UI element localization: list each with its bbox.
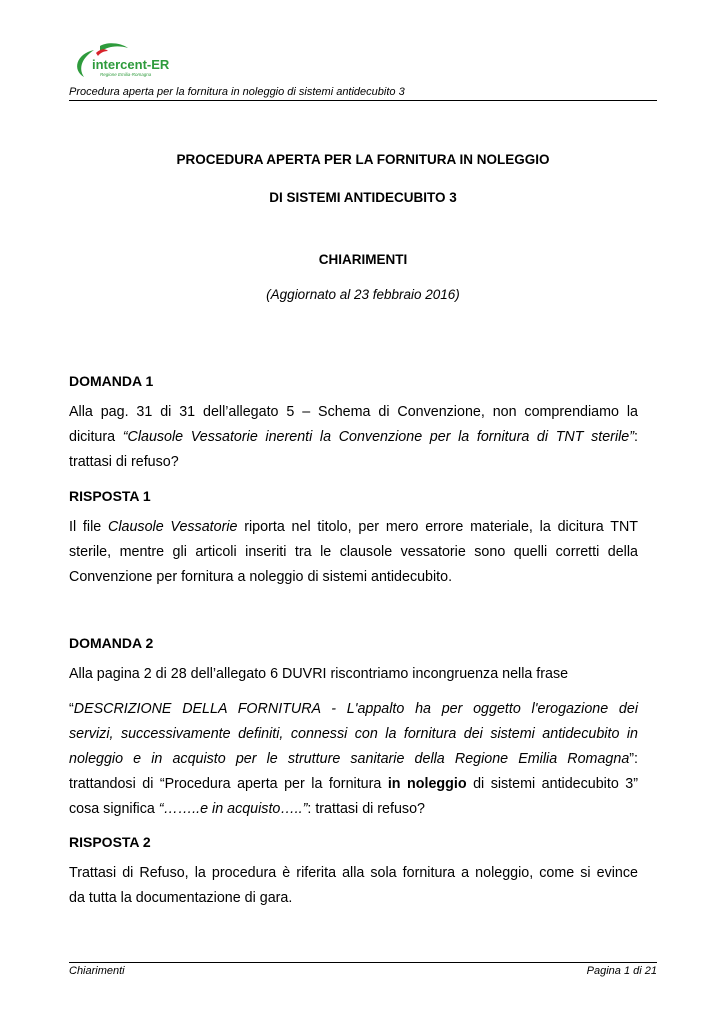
footer-rule: [69, 962, 657, 963]
a1-l1-italic: Clausole Vessatorie: [108, 519, 238, 535]
q2-l6-pre: cosa significa: [69, 801, 159, 817]
q2-l6-italic: “……..e in acquisto…..”: [158, 801, 308, 817]
a1-l1-pre: Il file: [69, 519, 109, 535]
footer-left: Chiarimenti: [69, 965, 125, 977]
q2-l3-italic: servizi, successivamente definiti, connessi con la fornitura dei sistemi antidecubito in: [69, 726, 638, 742]
question-2-text: [69, 697, 638, 822]
a2-line1: Trattasi di Refuso, la procedura è riferita alla sola fornitura a noleggio, come si evince: [69, 865, 638, 881]
question-1-text: [69, 400, 638, 475]
q2-line3: [69, 722, 638, 747]
document-title-line2: DI SISTEMI ANTIDECUBITO 3: [269, 190, 457, 205]
q2-l6-post: : trattasi di refuso?: [307, 801, 425, 817]
question-1-label: DOMANDA 1: [69, 373, 154, 389]
page-number: Pagina 1 di 21: [586, 965, 657, 977]
section-title: CHIARIMENTI: [318, 252, 408, 267]
q2-l2-italic: DESCRIZIONE DELLA FORNITURA - L'appalto ha per oggetto l'erogazione dei: [73, 701, 638, 717]
running-header: Procedura aperta per la fornitura in noleggio di sistemi antidecubito 3: [69, 86, 405, 98]
document-title-line1: PROCEDURA APERTA PER LA FORNITURA IN NOLEGGIO: [176, 152, 550, 167]
q2-l5-pre: trattandosi di “Procedura aperta per la fornitura: [69, 776, 388, 792]
q1-l2-pre: dicitura: [69, 429, 123, 445]
q1-l2-post: :: [634, 429, 638, 445]
q2-line1: Alla pagina 2 di 28 dell’allegato 6 DUVRI riscontriamo incongruenza nella frase: [69, 666, 569, 682]
header-rule: [69, 100, 657, 101]
q1-line1: Alla pag. 31 di 31 dell’allegato 5 – Schema di Convenzione, non comprendiamo la: [69, 404, 638, 420]
question-2-label: DOMANDA 2: [69, 635, 154, 651]
q2-l5-post: di sistemi antidecubito 3”: [466, 776, 638, 792]
answer-1-label: RISPOSTA 1: [69, 488, 151, 504]
q1-line3: trattasi di refuso?: [69, 454, 179, 470]
q2-l5-bold: in noleggio: [387, 776, 467, 792]
intercent-er-logo: [70, 40, 170, 85]
a1-line2: sterile, mentre gli articoli inseriti tra le clausole vessatorie sono quelli corretti della: [69, 544, 638, 560]
a1-line1: [69, 515, 638, 540]
q1-line2: [69, 425, 638, 450]
answer-2-label: RISPOSTA 2: [69, 834, 151, 850]
q2-l4-post: ”:: [629, 751, 638, 767]
q2-line6: [69, 797, 638, 822]
svg-text:intercent-ER: intercent-ER: [92, 57, 170, 72]
q2-line2: [69, 697, 638, 722]
q2-l4-italic: noleggio e in acquisto per le strutture sanitarie della Regione Emilia Romagna: [69, 751, 630, 767]
svg-text:Regione Emilia-Romagna: Regione Emilia-Romagna: [100, 72, 152, 77]
a1-l1-post: riporta nel titolo, per mero errore materiale, la dicitura TNT: [237, 519, 639, 535]
answer-1-text: [69, 515, 638, 590]
answer-2-text: [69, 861, 638, 911]
question-2-intro: [69, 662, 638, 687]
update-date: (Aggiornato al 23 febbraio 2016): [266, 287, 460, 302]
q2-line5: [69, 772, 638, 797]
a1-line3: Convenzione per fornitura a noleggio di sistemi antidecubito.: [69, 569, 453, 585]
a2-line2: da tutta la documentazione di gara.: [69, 890, 293, 906]
q1-l2-quote: “Clausole Vessatorie inerenti la Convenzione per la fornitura di TNT sterile”: [122, 429, 635, 445]
q2-l2-pre: “: [69, 701, 74, 717]
q2-line4: [69, 747, 638, 772]
